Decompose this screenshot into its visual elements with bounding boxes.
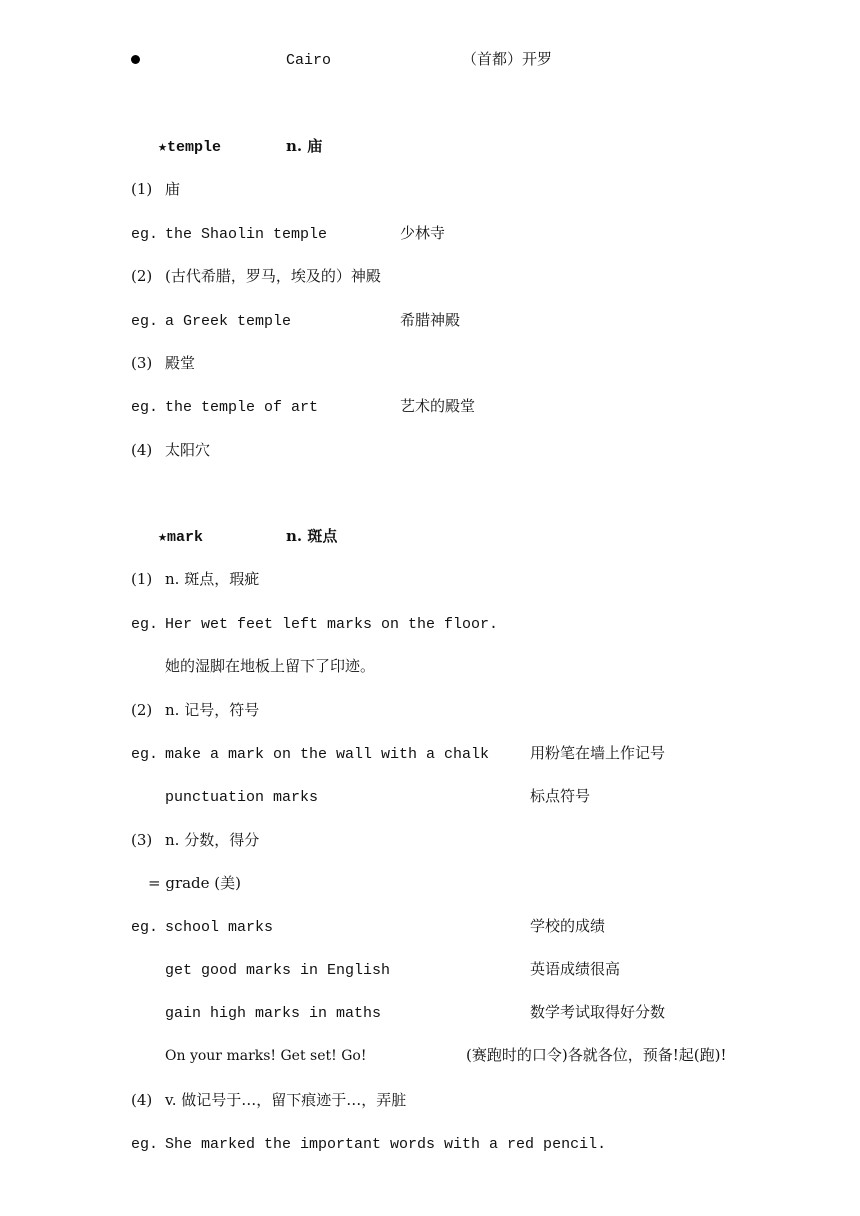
sense-number: (2): [131, 701, 153, 719]
synonym-note: = grade (美): [148, 874, 242, 892]
sense-number: (3): [131, 354, 153, 372]
eg-label: eg.: [131, 746, 159, 763]
sense-meaning: n. 斑点，瑕疵: [165, 570, 260, 588]
sense-meaning: 太阳穴: [165, 441, 211, 459]
sense-meaning: n. 记号，符号: [165, 701, 260, 719]
example-translation: (赛跑时的口令)各就各位，预备!起(跑)!: [466, 1046, 727, 1064]
headword-temple: ★temple: [158, 139, 222, 156]
example-translation: 艺术的殿堂: [400, 397, 476, 415]
sense-meaning: v. 做记号于…，留下痕迹于…，弄脏: [165, 1091, 407, 1109]
bullet-english: Cairo: [286, 52, 332, 69]
eg-label: eg.: [131, 616, 159, 633]
sense-number: (2): [131, 267, 153, 285]
sense-meaning: n. 分数，得分: [165, 831, 260, 849]
example-translation: 用粉笔在墙上作记号: [530, 744, 666, 762]
example-translation: 英语成绩很高: [530, 960, 621, 978]
sense-number: (1): [131, 180, 153, 198]
example-translation: 少林寺: [400, 224, 446, 242]
example-english: a Greek temple: [165, 313, 292, 330]
sense-meaning: 庙: [165, 180, 181, 198]
eg-label: eg.: [131, 919, 159, 936]
example-translation: 希腊神殿: [400, 311, 461, 329]
example-english: the Shaolin temple: [165, 226, 328, 243]
eg-label: eg.: [131, 226, 159, 243]
example-translation: 标点符号: [530, 787, 591, 805]
sense-number: (4): [131, 441, 153, 459]
eg-label: eg.: [131, 399, 159, 416]
sense-meaning: (古代希腊，罗马，埃及的）神殿: [165, 267, 381, 285]
sense-meaning: 殿堂: [165, 354, 196, 372]
eg-label: eg.: [131, 1136, 159, 1153]
bullet-chinese: （首都）开罗: [462, 50, 553, 68]
example-translation: 她的湿脚在地板上留下了印迹。: [165, 657, 376, 675]
example-english: make a mark on the wall with a chalk: [165, 746, 490, 763]
example-english: school marks: [165, 919, 274, 936]
example-english: gain high marks in maths: [165, 1005, 382, 1022]
headword-mark: ★mark: [158, 529, 204, 546]
sense-number: (1): [131, 570, 153, 588]
example-english: On your marks! Get set! Go!: [165, 1048, 367, 1064]
pos-meaning-mark: n. 斑点: [286, 527, 338, 545]
example-translation: 数学考试取得好分数: [530, 1003, 666, 1021]
example-english: get good marks in English: [165, 962, 391, 979]
sense-number: (4): [131, 1091, 153, 1109]
example-english: She marked the important words with a red pencil.: [165, 1136, 607, 1153]
bullet-dot: [131, 55, 140, 64]
sense-number: (3): [131, 831, 153, 849]
example-english: Her wet feet left marks on the floor.: [165, 616, 499, 633]
example-translation: 学校的成绩: [530, 917, 606, 935]
example-english: the temple of art: [165, 399, 319, 416]
eg-label: eg.: [131, 313, 159, 330]
pos-meaning-temple: n. 庙: [286, 137, 323, 155]
example-english: punctuation marks: [165, 789, 319, 806]
